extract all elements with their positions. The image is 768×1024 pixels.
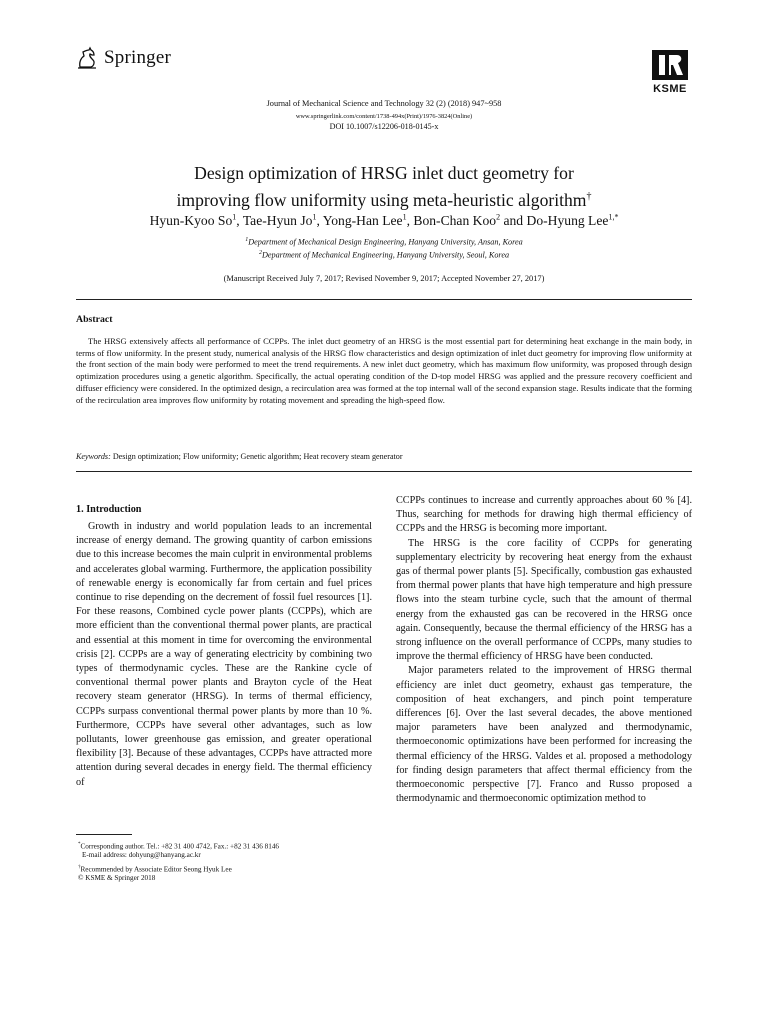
section-heading-introduction: 1. Introduction — [76, 504, 142, 515]
copyright: © KSME & Springer 2018 — [78, 874, 156, 882]
author: Do-Hyung Lee$^{1,*}$ — [526, 212, 619, 228]
author: Yong-Han Lee$^1$, — [322, 212, 414, 228]
title-line-1: Design optimization of HRSG inlet duct geometry for — [194, 163, 574, 183]
body-column-right — [396, 494, 692, 806]
paragraph: Growth in industry and world population leads to an incremental increase of energy demand. The growing quantity of carbon emissions due to this increase becomes the main culprit in environmental problems and accelerates global warming. Furthermore, the application possibility of renewable energy is economically far from certain and fuel prices continue to rise depending on the decrement of fossil fuel resources [1]. For these reasons, Combined cycle power plants (CCPPs), which are more efficient than the conventional thermal power plants, are practical and essential at this moment in time for overcoming the environmental crisis [2]. CCPPs are a way of generating electricity by combining two types of thermodynamic cycles. These are the Rankine cycle of conventional thermal power plants and Brayton cycle of the Heat recovery steam generator (HRSG). In terms of thermal efficiency, CCPPs surpass conventional thermal power plants by more than 10 %. Furthermore, CCPPs have several other advantages, such as low pollutants, lower greenhouse gas emission, and greater operational flexibility [3]. Because of these advantages, CCPPs have attracted more attention during several decades in energy field. The thermal efficiency of — [76, 521, 372, 788]
ksme-emblem-icon — [650, 48, 690, 82]
keywords-label: Keywords: — [76, 452, 111, 461]
journal-url[interactable]: www.springerlink.com/content/1738-494x(Print)/1976-3824(Online) — [295, 113, 473, 120]
header-divider — [76, 299, 692, 300]
abstract-divider — [76, 471, 692, 472]
paper-title — [76, 162, 692, 212]
affiliation: $^2$Department of Mechanical Engineering, Hanyang University, Seoul, Korea — [258, 250, 510, 260]
keywords — [76, 452, 403, 461]
springer-horse-icon — [76, 46, 98, 70]
doi[interactable]: DOI 10.1007/s12206-018-0145-x — [329, 122, 439, 131]
footnote-recommended: †Recommended by Associate Editor Seong Hyuk Lee — [78, 865, 232, 874]
manuscript-dates: (Manuscript Received July 7, 2017; Revised November 9, 2017; Accepted November 27, 2017) — [223, 274, 545, 283]
affiliation: $^1$Department of Mechanical Design Engineering, Hanyang University, Ansan, Korea — [245, 237, 523, 247]
ksme-label: KSME — [653, 83, 687, 95]
paragraph: Major parameters related to the improvement of HRSG thermal efficiency are inlet duct geometry, exhaust gas temperature, the composition of heat exchangers, and pinch point temperature differences [6]. Over the last several decades, the above mentioned major parameters have been analyzed and thermodynamic, thermoeconomic optimizations have been performed for increasing the thermal efficiency of the HRSG. Valdes et al. proposed a methodology for finding design parameters that affect thermal efficiency from the thermoeconomic perspective [7]. Franco and Russo proposed a thermodynamic and thermoeconomic optimization method to — [396, 665, 692, 805]
paragraph: The HRSG is the core facility of CCPPs for generating supplementary electricity by recovering heat energy from the exhaust gas of thermal power plants [5]. Specifically, combustion gas exhausted from thermal power plants that have high temperature and high pressure flows into the steam turbine cycle, such that the amount of thermal energy from the exhausted gas can be recovered in the HRSG once again. Consequently, because the thermal efficiency of the HRSG has a strong influence on the overall performance of CCPPs, many studies to improve the thermal efficiency of HRSG have been conducted. — [396, 537, 692, 663]
title-line-2: improving flow uniformity using meta-heuristic algorithm — [176, 189, 587, 210]
title-footnote-mark: † — [586, 191, 592, 202]
footnote-email[interactable]: E-mail address: dohyung@hanyang.ac.kr — [82, 851, 201, 859]
author: Tae-Hyun Jo$^1$, — [242, 212, 323, 228]
author: Bon-Chan Koo$^2$ and — [413, 212, 527, 228]
journal-citation: Journal of Mechanical Science and Technology 32 (2) (2018) 947~958 — [266, 99, 502, 108]
keywords-list: Design optimization; Flow uniformity; Genetic algorithm; Heat recovery steam generator — [112, 452, 403, 461]
body-column-left — [76, 520, 372, 790]
abstract-body: The HRSG extensively affects all performance of CCPPs. The inlet duct geometry of an HRSG is the most essential part for determining heat exchange in the main body, in terms of flow uniformity. In the present study, numerical analysis of the HRSG flow characteristics and design optimization of inlet duct geometry for improving flow uniformity at the front section of the main body were performed to meet the trend requirements. A new inlet duct geometry, which has maximum flow uniformity, was proposed through design optimization procedures using a genetic algorithm. Specifically, the actual operating condition of the D-top model HRSG was applied and the pressure recovery coefficient and diffuser efficiency were considered. In the optimized design, a recirculation area was formed at the top internal wall of the second expansion stage. Results indicate that the forming of the recirculation area improves flow uniformity by rotating movement and spreading the high-speed flow. — [76, 336, 692, 405]
author-list — [76, 212, 692, 229]
footnote-corresponding: *Corresponding author. Tel.: +82 31 400 4742, Fax.: +82 31 436 8146 — [78, 842, 280, 851]
author: Hyun-Kyoo So$^1$, — [149, 212, 243, 228]
springer-logo — [76, 46, 171, 70]
ksme-logo — [648, 48, 692, 95]
publisher-name: Springer — [104, 47, 172, 68]
footnote-divider — [76, 834, 132, 835]
paragraph: CCPPs continues to increase and currently approaches about 60 % [4]. Thus, searching for methods for drawing high thermal efficiency of CCPPs and the HRSG is becoming more important. — [396, 495, 692, 535]
abstract-heading: Abstract — [76, 314, 113, 325]
